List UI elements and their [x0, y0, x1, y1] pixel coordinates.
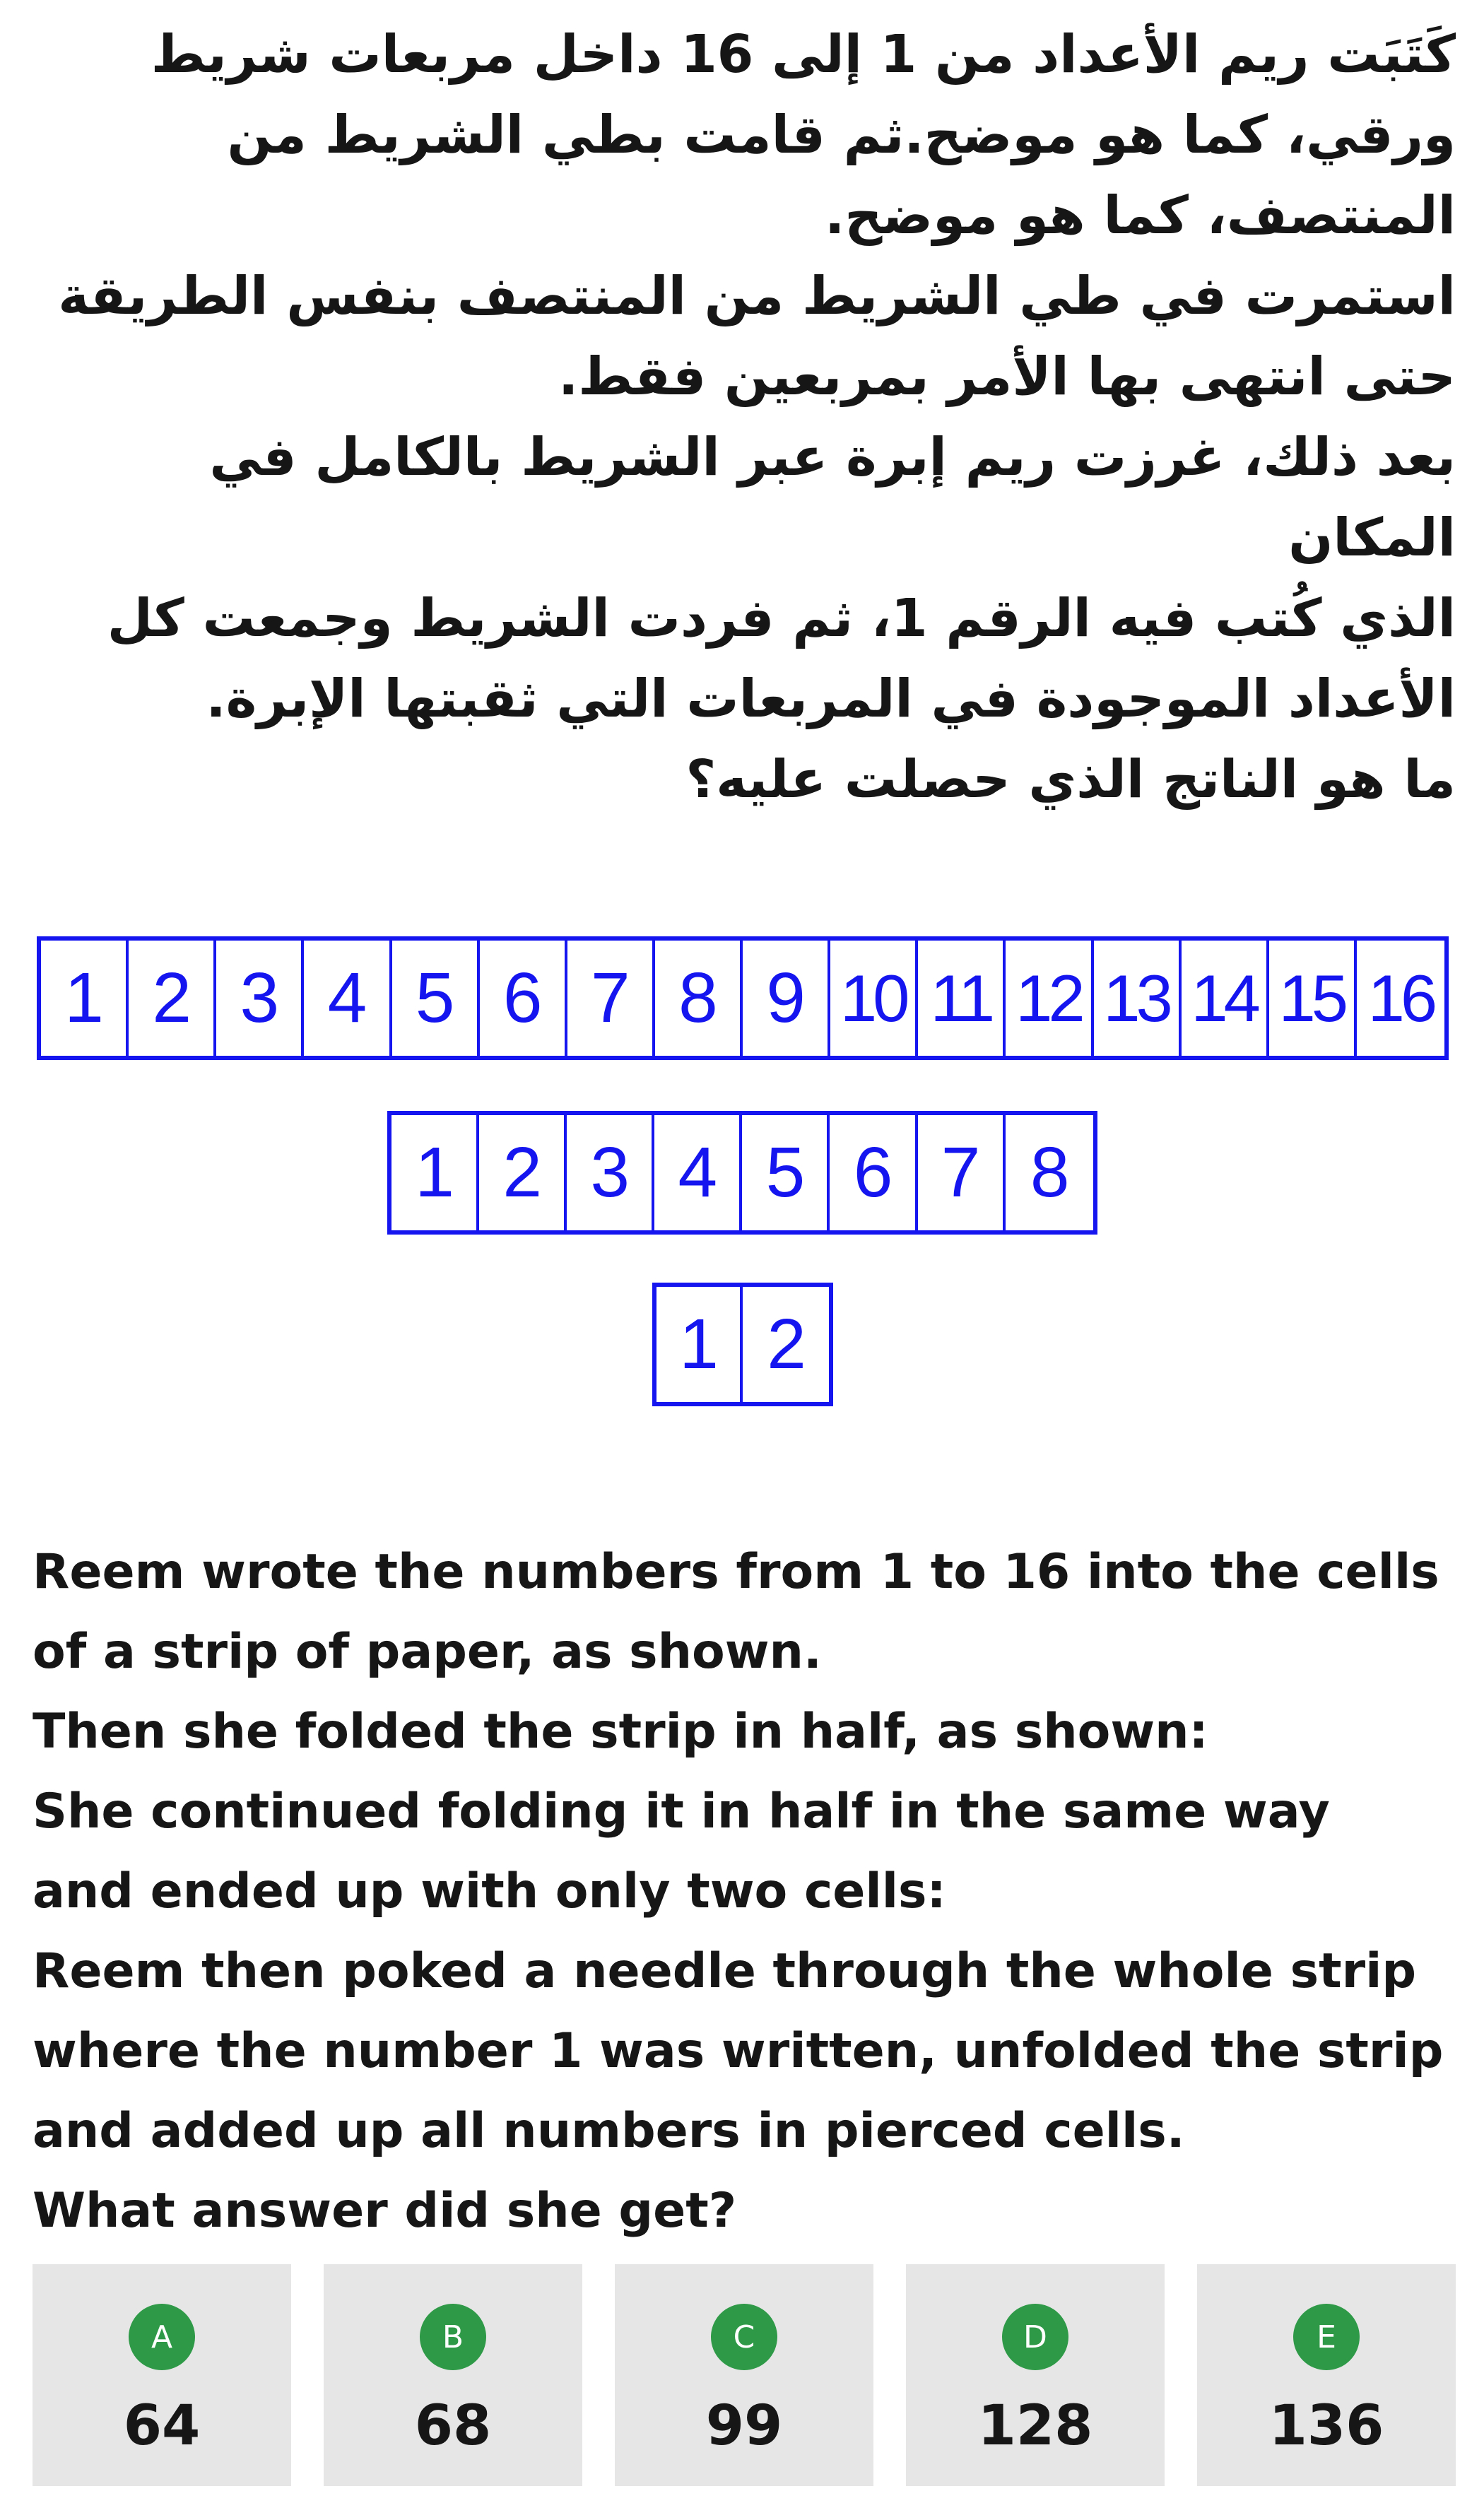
arabic-line: استمرت في طي الشريط من المنتصف بنفس الطريقة — [58, 266, 1456, 326]
strip-cell: 11 — [918, 941, 1006, 1056]
arabic-line: الذي كُتب فيه الرقم 1، ثم فردت الشريط وجمعت كل — [107, 588, 1456, 649]
strip-cell: 9 — [743, 941, 830, 1056]
option-b[interactable] — [324, 2264, 582, 2486]
strip-cell: 4 — [304, 941, 391, 1056]
option-d[interactable] — [906, 2264, 1165, 2486]
strip-cell: 1 — [391, 1115, 479, 1230]
english-line: What answer did she get? — [33, 2183, 737, 2239]
english-line: where the number 1 was written, unfolded the strip — [33, 2023, 1444, 2079]
strip-cell: 8 — [1030, 1133, 1068, 1212]
english-line: Reem wrote the numbers from 1 to 16 into the cells — [33, 1544, 1439, 1600]
english-line: She continued folding it in half in the same way — [33, 1784, 1330, 1839]
option-value: 64 — [123, 2394, 201, 2458]
english-line: Reem then poked a needle through the whole strip — [33, 1943, 1417, 1999]
strip-cell: 3 — [567, 1115, 654, 1230]
arabic-line: الأعداد الموجودة في المربعات التي ثقبتها الإبرة. — [206, 669, 1456, 729]
strip-cell: 14 — [1182, 941, 1269, 1056]
option-a[interactable] — [33, 2264, 291, 2486]
strip-2-cells — [652, 1283, 833, 1406]
strip-cell: 5 — [742, 1115, 830, 1230]
option-letter-badge: C — [711, 2304, 777, 2370]
english-line: of a strip of paper, as shown. — [33, 1624, 822, 1680]
option-value: 99 — [705, 2394, 783, 2458]
strip-cell: 16 — [1367, 960, 1434, 1035]
english-line: and ended up with only two cells: — [33, 1863, 946, 1919]
strip-cell: 13 — [1094, 941, 1182, 1056]
question-english — [33, 1532, 1460, 2251]
strip-cell: 6 — [830, 1115, 917, 1230]
option-c[interactable] — [615, 2264, 873, 2486]
strip-cell: 3 — [216, 941, 304, 1056]
strip-cell: 6 — [480, 941, 567, 1056]
strip-cell: 1 — [656, 1287, 743, 1402]
arabic-line: بعد ذلك، غرزت ريم إبرة عبر الشريط بالكامل في المكان — [209, 427, 1456, 568]
option-value: 136 — [1268, 2394, 1384, 2458]
strip-cell: 1 — [41, 941, 129, 1056]
option-value: 68 — [414, 2394, 492, 2458]
strip-cell: 15 — [1269, 941, 1357, 1056]
option-letter-badge: D — [1002, 2304, 1068, 2370]
strip-cell: 2 — [129, 941, 216, 1056]
strip-cell: 12 — [1006, 941, 1093, 1056]
strip-8-cells — [387, 1111, 1097, 1235]
strip-cell: 7 — [567, 941, 655, 1056]
answer-options — [33, 2264, 1456, 2486]
strip-cell: 4 — [654, 1115, 742, 1230]
strip-cell: 8 — [655, 941, 743, 1056]
option-e[interactable] — [1197, 2264, 1456, 2486]
arabic-line: ما هو الناتج الذي حصلت عليه؟ — [685, 749, 1456, 810]
english-line: Then she folded the strip in half, as shown: — [33, 1704, 1208, 1760]
strip-cell: 7 — [918, 1115, 1006, 1230]
option-value: 128 — [977, 2394, 1093, 2458]
strip-cell: 2 — [479, 1115, 567, 1230]
option-letter-badge: B — [420, 2304, 486, 2370]
question-arabic — [28, 14, 1456, 820]
strip-cell: 5 — [392, 941, 480, 1056]
english-line: and added up all numbers in pierced cells. — [33, 2103, 1185, 2159]
arabic-line: المنتصف، كما هو موضح. — [825, 185, 1456, 246]
strip-16-cells — [37, 936, 1449, 1060]
strip-cell: 2 — [767, 1305, 805, 1384]
arabic-line: حتى انتهى بها الأمر بمربعين فقط. — [558, 346, 1456, 407]
strip-cell: 10 — [830, 941, 918, 1056]
option-letter-badge: A — [129, 2304, 195, 2370]
option-letter-badge: E — [1293, 2304, 1360, 2370]
arabic-line: ورقي، كما هو موضح.ثم قامت بطي الشريط من — [227, 105, 1456, 165]
arabic-line: كَتَبَت ريم الأعداد من 1 إلى 16 داخل مربعات شريط — [151, 24, 1456, 85]
